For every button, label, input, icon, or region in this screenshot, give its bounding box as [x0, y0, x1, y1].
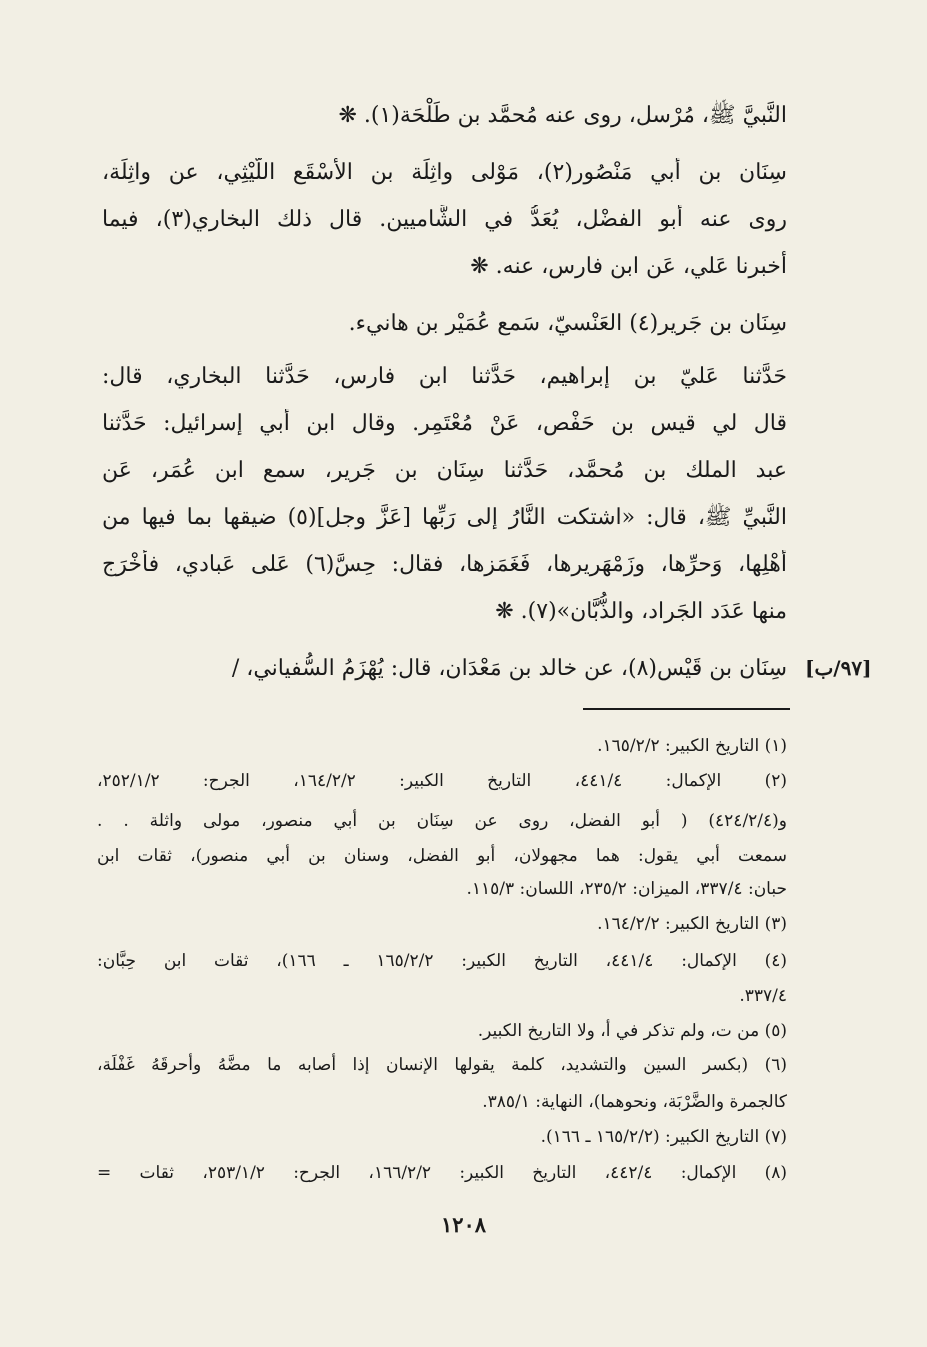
- text-line-2: سِنَان بن أبي مَنْصُور(٢)، مَوْلى واثِلَة بن الأَسْقَع اللَّيْثِي، عن واثِلَة،: [102, 160, 787, 185]
- footnote-4-line-2: ٣٣٧/٤.: [739, 986, 787, 1006]
- page-number: ١٢٠٨: [440, 1212, 487, 1237]
- footnote-2-line-3: سمعت أبي يقول: هما مجهولان، أبو الفضل، وسنان بن أبي منصور)، ثقات ابن: [97, 846, 787, 866]
- footnote-7: (٧) التاريخ الكبير: (١٦٥/٢/٢ ـ ١٦٦).: [540, 1127, 787, 1147]
- text-line-10: أهْلِها، وَحرِّها، وزَمْهَريرها، فَغَمَزها، فقال: حِسَّ(٦) عَلى عَبادي، فأخْرَج: [102, 552, 787, 577]
- text-line-7: قال لي قيس بن حَفْص، عَنْ مُعْتَمِر. وقال ابن أبي إسرائيل: حَدَّثنا: [102, 411, 787, 436]
- footnote-6-line-2: كالجمرة والضَّرْبَة، ونحوهما)، النهاية: ٣٨٥/١.: [482, 1092, 787, 1112]
- text-line-1: النَّبيَّ ﷺ، مُرْسل، روى عنه مُحمَّد بن طَلْحَة(١). ❋: [338, 103, 787, 128]
- footnote-2-line-1: (٢) الإكمال: ٤٤١/٤، التاريخ الكبير: ١٦٤/٢/٢، الجرح: ٢٥٢/١/٢،: [97, 771, 787, 791]
- footnote-3: (٣) التاريخ الكبير: ١٦٤/٢/٢.: [597, 914, 787, 934]
- text-line-3: روى عنه أبو الفضْل، يُعَدُّ في الشَّاميين. قال ذلك البخاري(٣)، فيما: [102, 207, 787, 232]
- text-line-9: النَّبيِّ ﷺ، قال: «اشتكت النَّارُ إلى رَبِّها [عَزَّ وجل](٥) ضيقها بما فيها من: [102, 505, 787, 530]
- footnote-6-line-1: (٦) (بكسر السين والتشديد، كلمة يقولها الإنسان إذا أصابه ما مضَّهُ وأحرقَهُ غَفْلَة،: [97, 1055, 787, 1075]
- text-line-12: سِنَان بن قَيْس(٨)، عن خالد بن مَعْدَان، قال: يُهْزَمُ السُّفياني، /: [231, 656, 787, 681]
- text-line-8: عبد الملك بن مُحمَّد، حَدَّثنا سِنَان بن جَرير، سمع ابن عُمَر، عَن: [102, 458, 787, 483]
- footnote-2-line-2: و(٤٢٤/٢/٤) ( أبو الفضل، روى عن سِنَان بن أبي منصور، مولى واثلة . .: [97, 811, 787, 831]
- text-line-5: سِنَان بن جَرير(٤) العَنْسيّ، سَمع عُمَيْر بن هانيء.: [348, 311, 787, 336]
- footnote-4-line-1: (٤) الإكمال: ٤٤١/٤، التاريخ الكبير: ١٦٥/٢/٢ ـ ١٦٦)، ثقات ابن حِبَّان:: [97, 951, 787, 971]
- text-line-4: أخبرنا عَلي، عَن ابن فارس، عنه. ❋: [470, 254, 787, 279]
- text-line-6: حَدَّثنا عَليّ بن إبراهيم، حَدَّثنا ابن فارس، حَدَّثنا البخاري، قال:: [102, 364, 787, 389]
- footnote-8: (٨) الإكمال: ٤٤٢/٤، التاريخ الكبير: ١٦٦/٢/٢، الجرح: ٢٥٣/١/٢، ثقات =: [97, 1163, 787, 1183]
- footnote-5: (٥) من ت، ولم تذكر في أ، ولا التاريخ الكبير.: [477, 1021, 787, 1041]
- text-line-11: منها عَدَد الجَراد، والذُّبَّان»(٧). ❋: [495, 599, 787, 624]
- footnote-2-line-4: حبان: ٣٣٧/٤، الميزان: ٢٣٥/٢، اللسان: ١١٥/٣.: [466, 879, 787, 899]
- footnote-1: (١) التاريخ الكبير: ١٦٥/٢/٢.: [597, 736, 787, 756]
- manuscript-folio-ref: [٩٧/ب]: [805, 656, 872, 680]
- footnote-separator: [583, 708, 790, 710]
